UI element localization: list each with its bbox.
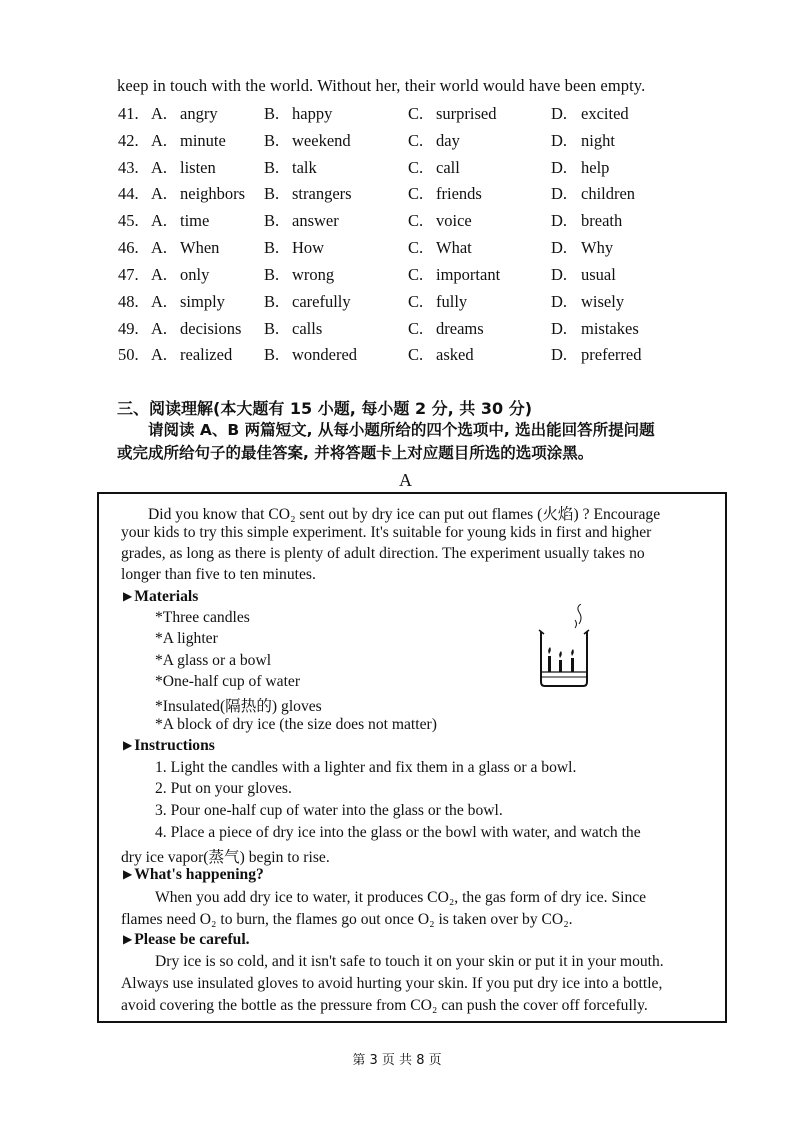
triangle-bullet-icon: ▶ (123, 738, 133, 752)
option-c-text: surprised (436, 104, 497, 123)
careful-line: Always use insulated gloves to avoid hurting your skin. If you put dry ice into a bottle, (121, 975, 663, 992)
option-letter: B. (264, 184, 280, 203)
option-b-text: How (292, 238, 325, 257)
intro-line: grades, as long as there is plenty of adult direction. The experiment usually takes no (121, 545, 645, 562)
option-letter: B. (264, 104, 280, 123)
question-number: 41. (118, 104, 139, 123)
option-b-text: calls (292, 319, 323, 338)
instructions-heading (123, 737, 215, 755)
material-item: *A block of dry ice (the size does not matter) (155, 716, 437, 733)
page-number: 第 3 页 共 8 页 (352, 1053, 442, 1068)
question-number: 50. (118, 345, 139, 364)
triangle-bullet-icon: ▶ (123, 589, 133, 603)
option-letter: D. (551, 292, 568, 311)
option-letter: C. (408, 319, 424, 338)
option-c-text: call (436, 158, 460, 177)
option-b-text: wrong (292, 265, 335, 284)
option-a-text: When (180, 238, 220, 257)
option-d-text: excited (581, 104, 629, 123)
option-letter: B. (264, 131, 280, 150)
step-item: dry ice vapor(蒸气) begin to rise. (121, 849, 330, 866)
beaker-candles-illustration (535, 604, 595, 688)
question-number: 43. (118, 158, 139, 177)
option-letter: D. (551, 131, 568, 150)
happening-heading (123, 866, 264, 884)
question-row (118, 292, 678, 316)
option-c-text: fully (436, 292, 468, 311)
option-d-text: children (581, 184, 636, 203)
material-item: *Insulated(隔热的) gloves (155, 698, 322, 715)
option-letter: C. (408, 104, 424, 123)
option-letter: A. (151, 104, 168, 123)
careful-line: avoid covering the bottle as the pressure from CO₂ can push the cover off forcefully. (121, 997, 648, 1014)
option-d-text: wisely (581, 292, 625, 311)
option-d-text: night (581, 131, 615, 150)
option-letter: A. (151, 238, 168, 257)
material-item: *A lighter (155, 630, 218, 647)
option-letter: C. (408, 345, 424, 364)
option-letter: D. (551, 238, 568, 257)
option-letter: C. (408, 131, 424, 150)
question-row (118, 158, 678, 182)
option-a-text: minute (180, 131, 226, 150)
option-b-text: weekend (292, 131, 351, 150)
question-row (118, 131, 678, 155)
option-d-text: Why (581, 238, 614, 257)
triangle-bullet-icon: ▶ (123, 932, 133, 946)
option-letter: C. (408, 211, 424, 230)
option-letter: A. (151, 319, 168, 338)
option-c-text: dreams (436, 319, 484, 338)
option-a-text: realized (180, 345, 233, 364)
intro-line: Did you know that CO₂ sent out by dry ice can put out flames (火焰) ? Encourage (148, 506, 661, 523)
option-letter: D. (551, 345, 568, 364)
triangle-bullet-icon: ▶ (123, 867, 133, 881)
option-d-text: usual (581, 265, 616, 284)
option-letter: B. (264, 238, 280, 257)
material-item: *One-half cup of water (155, 673, 301, 690)
option-a-text: angry (180, 104, 218, 123)
happening-heading-text: What's happening? (134, 866, 264, 883)
intro-line: longer than five to ten minutes. (121, 566, 316, 583)
question-number: 49. (118, 319, 139, 338)
step-item: 3. Pour one-half cup of water into the glass or the bowl. (155, 802, 503, 819)
option-letter: B. (264, 158, 280, 177)
instructions-heading-text: Instructions (134, 737, 215, 754)
option-letter: A. (151, 211, 168, 230)
option-c-text: important (436, 265, 501, 284)
materials-heading-text: Materials (134, 588, 199, 605)
question-row (118, 211, 678, 235)
option-letter: B. (264, 345, 280, 364)
step-item: 4. Place a piece of dry ice into the glass or the bowl with water, and watch the (155, 824, 641, 841)
question-number: 46. (118, 238, 139, 257)
option-a-text: listen (180, 158, 216, 177)
passage-box (97, 492, 727, 1023)
option-letter: A. (151, 131, 168, 150)
option-a-text: decisions (180, 319, 242, 338)
materials-heading (123, 588, 198, 606)
question-number: 47. (118, 265, 139, 284)
careful-heading (123, 931, 250, 949)
option-d-text: help (581, 158, 610, 177)
option-letter: B. (264, 211, 280, 230)
option-c-text: What (436, 238, 472, 257)
material-item: *Three candles (155, 609, 250, 626)
section-title: 三、阅读理解(本大题有 15 小题, 每小题 2 分, 共 30 分) (117, 399, 533, 418)
option-a-text: simply (180, 292, 225, 311)
step-item: 1. Light the candles with a lighter and fix them in a glass or a bowl. (155, 759, 577, 776)
option-d-text: preferred (581, 345, 642, 364)
option-a-text: only (180, 265, 210, 284)
question-row (118, 345, 678, 369)
option-a-text: time (180, 211, 210, 230)
question-row (118, 104, 678, 128)
option-a-text: neighbors (180, 184, 246, 203)
intro-line: your kids to try this simple experiment. It's suitable for young kids in first and higher (121, 524, 652, 541)
option-letter: D. (551, 265, 568, 284)
option-letter: A. (151, 184, 168, 203)
option-letter: D. (551, 211, 568, 230)
option-letter: A. (151, 345, 168, 364)
option-letter: D. (551, 158, 568, 177)
question-row (118, 265, 678, 289)
option-letter: C. (408, 265, 424, 284)
question-number: 44. (118, 184, 139, 203)
question-row (118, 238, 678, 262)
option-letter: A. (151, 158, 168, 177)
option-b-text: carefully (292, 292, 351, 311)
section-instruction: 请阅读 A、B 两篇短文, 从每小题所给的四个选项中, 选出能回答所提问题 (148, 421, 655, 439)
careful-line: Dry ice is so cold, and it isn't safe to touch it on your skin or put it in your mouth. (155, 953, 664, 970)
question-number: 42. (118, 131, 139, 150)
passage-label: A (399, 470, 412, 490)
question-number: 45. (118, 211, 139, 230)
passage-text-line: keep in touch with the world. Without her, their world would have been empty. (117, 76, 646, 95)
option-c-text: friends (436, 184, 482, 203)
option-letter: A. (151, 265, 168, 284)
option-letter: C. (408, 184, 424, 203)
option-c-text: voice (436, 211, 472, 230)
option-c-text: asked (436, 345, 474, 364)
option-letter: C. (408, 238, 424, 257)
option-b-text: strangers (292, 184, 352, 203)
question-number: 48. (118, 292, 139, 311)
option-b-text: answer (292, 211, 339, 230)
question-row (118, 184, 678, 208)
option-letter: D. (551, 104, 568, 123)
option-letter: B. (264, 319, 280, 338)
option-letter: A. (151, 292, 168, 311)
happening-line: flames need O₂ to burn, the flames go out once O₂ is taken over by CO₂. (121, 911, 573, 928)
option-letter: B. (264, 292, 280, 311)
option-b-text: happy (292, 104, 333, 123)
material-item: *A glass or a bowl (155, 652, 272, 669)
option-letter: B. (264, 265, 280, 284)
option-letter: C. (408, 158, 424, 177)
careful-heading-text: Please be careful. (134, 931, 250, 948)
option-b-text: wondered (292, 345, 358, 364)
option-b-text: talk (292, 158, 317, 177)
option-c-text: day (436, 131, 460, 150)
step-item: 2. Put on your gloves. (155, 780, 292, 797)
option-d-text: breath (581, 211, 623, 230)
section-instruction: 或完成所给句子的最佳答案, 并将答题卡上对应题目所选的选项涂黑。 (117, 444, 594, 462)
option-letter: C. (408, 292, 424, 311)
option-d-text: mistakes (581, 319, 639, 338)
happening-line: When you add dry ice to water, it produces CO₂, the gas form of dry ice. Since (155, 889, 647, 906)
question-row (118, 319, 678, 343)
option-letter: D. (551, 184, 568, 203)
option-letter: D. (551, 319, 568, 338)
